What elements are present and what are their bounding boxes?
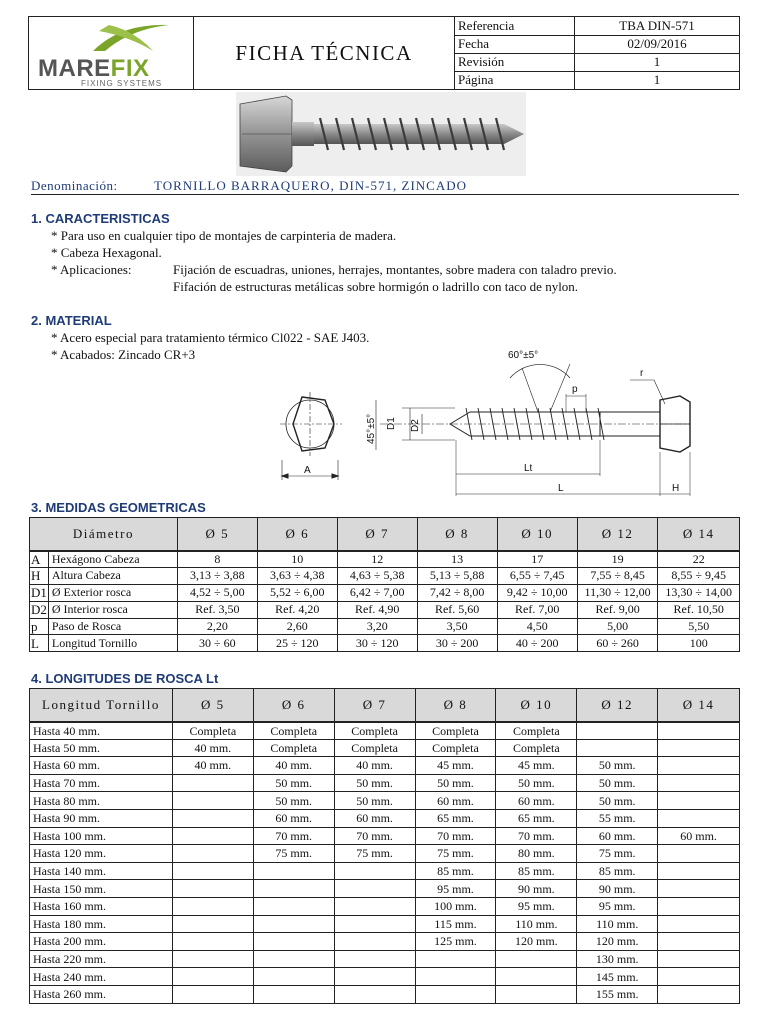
value-cell xyxy=(172,880,253,898)
name-cell: Altura Cabeza xyxy=(48,567,177,584)
value-cell: 7,55 ÷ 8,45 xyxy=(577,567,658,584)
value-cell xyxy=(334,968,415,986)
value-cell: 75 mm. xyxy=(577,845,658,863)
value-cell: 40 mm. xyxy=(253,757,334,775)
value-cell: 50 mm. xyxy=(415,774,496,792)
value-cell: 30 ÷ 60 xyxy=(177,635,257,652)
value-cell xyxy=(253,950,334,968)
reference-value: TBA DIN-571 xyxy=(575,17,740,35)
drawing-l-label: L xyxy=(558,483,564,494)
value-cell: 70 mm. xyxy=(334,827,415,845)
aplicaciones-line-1: Fijación de escuadras, uniones, herrajes, montantes, sobre madera con taladro previo. xyxy=(173,262,617,277)
value-cell: Completa xyxy=(415,722,496,740)
header-cell: Ø 12 xyxy=(577,518,658,551)
value-cell xyxy=(172,968,253,986)
value-cell: 60 mm. xyxy=(658,827,740,845)
value-cell xyxy=(334,950,415,968)
header-cell: Ø 7 xyxy=(334,689,415,722)
value-cell: 22 xyxy=(658,551,740,568)
reference-row xyxy=(455,53,740,71)
symbol-cell: p xyxy=(30,618,49,635)
value-cell xyxy=(658,968,740,986)
reference-table xyxy=(454,17,739,89)
value-cell: 90 mm. xyxy=(577,880,658,898)
value-cell: 12 xyxy=(337,551,417,568)
value-cell: 75 mm. xyxy=(334,845,415,863)
reference-label: Referencia xyxy=(455,17,575,35)
screw-photo-icon xyxy=(236,92,526,176)
value-cell: 100 xyxy=(658,635,740,652)
value-cell: 6,55 ÷ 7,45 xyxy=(497,567,577,584)
value-cell: 80 mm. xyxy=(496,845,577,863)
material-line-1: * Acero especial para tratamiento térmico Cl022 - SAE J403. xyxy=(51,330,370,345)
drawing-d2-label: D2 xyxy=(410,419,421,432)
value-cell xyxy=(334,933,415,951)
logo-swoosh-icon xyxy=(91,21,171,55)
value-cell: 5,52 ÷ 6,00 xyxy=(257,584,337,601)
value-cell: 13,30 ÷ 14,00 xyxy=(658,584,740,601)
section-caracteristicas-title: 1. CARACTERISTICAS xyxy=(31,211,170,226)
value-cell: 10 xyxy=(257,551,337,568)
logo-fix-text: FIX xyxy=(110,55,150,82)
value-cell: 65 mm. xyxy=(415,809,496,827)
value-cell xyxy=(658,722,740,740)
value-cell xyxy=(658,739,740,757)
name-cell: Hasta 90 mm. xyxy=(30,809,173,827)
reference-label: Fecha xyxy=(455,35,575,53)
value-cell: 125 mm. xyxy=(415,933,496,951)
name-cell: Paso de Rosca xyxy=(48,618,177,635)
symbol-cell: D2 xyxy=(31,602,47,618)
value-cell: 4,50 xyxy=(497,618,577,635)
value-cell: 45 mm. xyxy=(415,757,496,775)
value-cell: 13 xyxy=(417,551,497,568)
reference-label: Revisión xyxy=(455,53,575,71)
geometric-measures-table xyxy=(29,517,740,652)
value-cell xyxy=(172,862,253,880)
value-cell: 8 xyxy=(177,551,257,568)
value-cell: 50 mm. xyxy=(577,792,658,810)
value-cell xyxy=(577,722,658,740)
value-cell: Completa xyxy=(496,739,577,757)
value-cell: 50 mm. xyxy=(577,757,658,775)
value-cell xyxy=(415,985,496,1003)
header-cell: Ø 5 xyxy=(177,518,257,551)
header-cell: Ø 6 xyxy=(257,518,337,551)
value-cell: 60 mm. xyxy=(496,792,577,810)
value-cell: 130 mm. xyxy=(577,950,658,968)
value-cell: 75 mm. xyxy=(415,845,496,863)
caracteristicas-line-3: * Aplicaciones: xyxy=(51,262,132,277)
value-cell: 2,60 xyxy=(257,618,337,635)
value-cell: 17 xyxy=(497,551,577,568)
value-cell xyxy=(172,897,253,915)
value-cell xyxy=(253,862,334,880)
value-cell: 95 mm. xyxy=(415,880,496,898)
value-cell: 50 mm. xyxy=(577,774,658,792)
logo-mare-text: MARE xyxy=(38,55,111,82)
drawing-d1-label: D1 xyxy=(386,417,397,430)
header-cell: Longitud Tornillo xyxy=(30,689,173,722)
name-cell: Hasta 260 mm. xyxy=(30,985,173,1003)
name-cell: Longitud Tornillo xyxy=(48,635,177,652)
header-cell: Ø 6 xyxy=(253,689,334,722)
value-cell xyxy=(172,950,253,968)
value-cell: 145 mm. xyxy=(577,968,658,986)
value-cell: 7,42 ÷ 8,00 xyxy=(417,584,497,601)
value-cell: 4,52 ÷ 5,00 xyxy=(177,584,257,601)
name-cell: Hasta 50 mm. xyxy=(30,739,173,757)
value-cell: Completa xyxy=(334,722,415,740)
value-cell: 85 mm. xyxy=(415,862,496,880)
material-line-2: * Acabados: Zincado CR+3 xyxy=(51,347,196,362)
value-cell xyxy=(658,809,740,827)
value-cell: Completa xyxy=(253,722,334,740)
value-cell: 55 mm. xyxy=(577,809,658,827)
table-row xyxy=(30,985,740,1003)
value-cell xyxy=(334,897,415,915)
symbol-cell: H xyxy=(30,567,49,584)
table-row xyxy=(30,618,740,635)
table-row xyxy=(30,950,740,968)
value-cell: 120 mm. xyxy=(577,933,658,951)
logo-subtitle: FIXING SYSTEMS xyxy=(81,79,163,88)
name-cell: Hasta 70 mm. xyxy=(30,774,173,792)
value-cell: 110 mm. xyxy=(496,915,577,933)
reference-label: Página xyxy=(455,71,575,89)
page-title: FICHA TÉCNICA xyxy=(235,40,413,65)
value-cell xyxy=(415,950,496,968)
value-cell xyxy=(658,845,740,863)
value-cell xyxy=(172,809,253,827)
value-cell: 90 mm. xyxy=(496,880,577,898)
value-cell: 85 mm. xyxy=(577,862,658,880)
value-cell: Ref. 7,00 xyxy=(497,601,577,618)
name-cell: Hasta 140 mm. xyxy=(30,862,173,880)
table-row xyxy=(30,897,740,915)
drawing-r-label: r xyxy=(640,368,644,379)
name-cell: Hasta 80 mm. xyxy=(30,792,173,810)
caracteristicas-line-1: * Para uso en cualquier tipo de montajes de carpinteria de madera. xyxy=(51,228,397,243)
denomination-value: TORNILLO BARRAQUERO, DIN-571, ZINCADO xyxy=(154,178,467,193)
table-row xyxy=(30,862,740,880)
value-cell: 3,50 xyxy=(417,618,497,635)
name-cell: Ø Exterior rosca xyxy=(48,584,177,601)
symbol-cell: A xyxy=(30,551,49,568)
value-cell: 50 mm. xyxy=(334,792,415,810)
value-cell: 19 xyxy=(577,551,658,568)
table-row xyxy=(30,809,740,827)
value-cell: Completa xyxy=(172,722,253,740)
drawing-a-label: A xyxy=(304,465,311,476)
value-cell: 40 ÷ 200 xyxy=(497,635,577,652)
value-cell xyxy=(172,845,253,863)
value-cell: 155 mm. xyxy=(577,985,658,1003)
technical-drawing xyxy=(270,340,700,500)
value-cell: 115 mm. xyxy=(415,915,496,933)
drawing-h-label: H xyxy=(672,483,680,494)
value-cell xyxy=(658,915,740,933)
value-cell: 5,50 xyxy=(658,618,740,635)
drawing-angle-label: 60°±5° xyxy=(508,350,539,361)
symbol-cell: L xyxy=(30,635,49,652)
name-cell: Hexágono Cabeza xyxy=(48,551,177,568)
denomination-row xyxy=(31,178,739,195)
drawing-head-angle-label: 45°±5° xyxy=(366,413,377,444)
value-cell: 11,30 ÷ 12,00 xyxy=(577,584,658,601)
reference-value: 02/09/2016 xyxy=(575,35,740,53)
header-cell: Ø 14 xyxy=(658,518,740,551)
table-row xyxy=(30,757,740,775)
table-row xyxy=(30,915,740,933)
table-row xyxy=(30,792,740,810)
value-cell xyxy=(334,915,415,933)
name-cell: Ø Interior rosca xyxy=(48,601,177,618)
header-cell: Ø 7 xyxy=(337,518,417,551)
value-cell: 3,20 xyxy=(337,618,417,635)
value-cell: 30 ÷ 200 xyxy=(417,635,497,652)
value-cell: Completa xyxy=(334,739,415,757)
name-cell: Hasta 200 mm. xyxy=(30,933,173,951)
value-cell xyxy=(658,774,740,792)
value-cell xyxy=(253,880,334,898)
value-cell xyxy=(253,985,334,1003)
denomination-label: Denominación: xyxy=(31,178,118,193)
value-cell xyxy=(253,933,334,951)
header-cell: Diámetro xyxy=(30,518,178,551)
value-cell: 95 mm. xyxy=(496,897,577,915)
value-cell xyxy=(658,950,740,968)
name-cell: Hasta 60 mm. xyxy=(30,757,173,775)
value-cell: Ref. 3,50 xyxy=(177,601,257,618)
name-cell: Hasta 160 mm. xyxy=(30,897,173,915)
value-cell: 2,20 xyxy=(177,618,257,635)
symbol-cell: D1 xyxy=(31,585,47,601)
value-cell xyxy=(172,933,253,951)
name-cell: Hasta 150 mm. xyxy=(30,880,173,898)
value-cell: 70 mm. xyxy=(496,827,577,845)
value-cell: Completa xyxy=(496,722,577,740)
table-row xyxy=(30,722,740,740)
name-cell: Hasta 180 mm. xyxy=(30,915,173,933)
reference-row xyxy=(455,35,740,53)
value-cell xyxy=(658,985,740,1003)
value-cell: 6,42 ÷ 7,00 xyxy=(337,584,417,601)
value-cell: Ref. 4,20 xyxy=(257,601,337,618)
value-cell: 70 mm. xyxy=(253,827,334,845)
value-cell: 50 mm. xyxy=(253,774,334,792)
value-cell xyxy=(658,933,740,951)
header-cell: Ø 8 xyxy=(415,689,496,722)
table-row xyxy=(30,635,740,652)
drawing-lt-label: Lt xyxy=(524,463,533,474)
header-cell: Ø 10 xyxy=(497,518,577,551)
value-cell xyxy=(658,897,740,915)
table-row xyxy=(30,551,740,568)
value-cell xyxy=(253,915,334,933)
value-cell: 4,63 ÷ 5,38 xyxy=(337,567,417,584)
value-cell xyxy=(172,985,253,1003)
value-cell xyxy=(172,774,253,792)
table-row xyxy=(30,584,740,601)
value-cell: 85 mm. xyxy=(496,862,577,880)
value-cell: 8,55 ÷ 9,45 xyxy=(658,567,740,584)
value-cell: 25 ÷ 120 xyxy=(257,635,337,652)
value-cell xyxy=(496,950,577,968)
value-cell: 60 mm. xyxy=(577,827,658,845)
reference-row xyxy=(455,17,740,35)
value-cell: 50 mm. xyxy=(496,774,577,792)
value-cell: 95 mm. xyxy=(577,897,658,915)
value-cell: 75 mm. xyxy=(253,845,334,863)
name-cell: Hasta 100 mm. xyxy=(30,827,173,845)
table-row xyxy=(30,739,740,757)
table-header-row xyxy=(30,518,740,551)
value-cell: 110 mm. xyxy=(577,915,658,933)
value-cell: 3,63 ÷ 4,38 xyxy=(257,567,337,584)
section-material-title: 2. MATERIAL xyxy=(31,313,112,328)
header-cell: Ø 8 xyxy=(417,518,497,551)
value-cell: Ref. 10,50 xyxy=(658,601,740,618)
header-cell: Ø 12 xyxy=(577,689,658,722)
value-cell xyxy=(334,880,415,898)
value-cell xyxy=(172,827,253,845)
table-row xyxy=(30,968,740,986)
table-row xyxy=(30,880,740,898)
value-cell: 120 mm. xyxy=(496,933,577,951)
value-cell xyxy=(172,792,253,810)
table-row xyxy=(30,601,740,618)
value-cell: 9,42 ÷ 10,00 xyxy=(497,584,577,601)
value-cell: Completa xyxy=(415,739,496,757)
header-cell: Ø 5 xyxy=(172,689,253,722)
value-cell xyxy=(577,739,658,757)
value-cell: Ref. 4,90 xyxy=(337,601,417,618)
value-cell: Ref. 5,60 xyxy=(417,601,497,618)
value-cell: 40 mm. xyxy=(334,757,415,775)
value-cell: 40 mm. xyxy=(172,739,253,757)
name-cell: Hasta 40 mm. xyxy=(30,722,173,740)
reference-row xyxy=(455,71,740,89)
value-cell: 60 mm. xyxy=(253,809,334,827)
table-row xyxy=(30,845,740,863)
value-cell: 50 mm. xyxy=(253,792,334,810)
header-box xyxy=(28,16,740,90)
value-cell xyxy=(658,862,740,880)
table-header-row xyxy=(30,689,740,722)
name-cell: Hasta 220 mm. xyxy=(30,950,173,968)
value-cell xyxy=(253,968,334,986)
value-cell: 70 mm. xyxy=(415,827,496,845)
reference-value: 1 xyxy=(575,53,740,71)
aplicaciones-line-2: Fifación de estructuras metálicas sobre hormigón o ladrillo con taco de nylon. xyxy=(173,279,579,294)
table-row xyxy=(30,774,740,792)
reference-value: 1 xyxy=(575,71,740,89)
name-cell: Hasta 240 mm. xyxy=(30,968,173,986)
value-cell xyxy=(658,757,740,775)
value-cell xyxy=(172,915,253,933)
value-cell: 30 ÷ 120 xyxy=(337,635,417,652)
value-cell: 45 mm. xyxy=(496,757,577,775)
value-cell: 3,13 ÷ 3,88 xyxy=(177,567,257,584)
thread-lengths-table xyxy=(29,688,740,1004)
value-cell xyxy=(496,985,577,1003)
table-row xyxy=(30,933,740,951)
value-cell xyxy=(415,968,496,986)
value-cell: Completa xyxy=(253,739,334,757)
company-logo xyxy=(29,17,194,89)
value-cell xyxy=(658,792,740,810)
table-row xyxy=(30,567,740,584)
value-cell: 5,00 xyxy=(577,618,658,635)
value-cell: 60 mm. xyxy=(334,809,415,827)
table-row xyxy=(30,827,740,845)
value-cell xyxy=(334,862,415,880)
section-medidas-title: 3. MEDIDAS GEOMETRICAS xyxy=(31,500,206,515)
name-cell: Hasta 120 mm. xyxy=(30,845,173,863)
value-cell xyxy=(496,968,577,986)
header-cell: Ø 10 xyxy=(496,689,577,722)
value-cell: 5,13 ÷ 5,88 xyxy=(417,567,497,584)
value-cell xyxy=(253,897,334,915)
value-cell: 50 mm. xyxy=(334,774,415,792)
value-cell: 40 mm. xyxy=(172,757,253,775)
drawing-p-label: p xyxy=(572,384,578,395)
value-cell: 65 mm. xyxy=(496,809,577,827)
value-cell xyxy=(334,985,415,1003)
header-cell: Ø 14 xyxy=(658,689,740,722)
section-longitudes-title: 4. LONGITUDES DE ROSCA Lt xyxy=(31,671,219,686)
value-cell: Ref. 9,00 xyxy=(577,601,658,618)
value-cell: 60 mm. xyxy=(415,792,496,810)
value-cell: 60 ÷ 260 xyxy=(577,635,658,652)
value-cell: 100 mm. xyxy=(415,897,496,915)
value-cell xyxy=(658,880,740,898)
caracteristicas-line-2: * Cabeza Hexagonal. xyxy=(51,245,162,260)
